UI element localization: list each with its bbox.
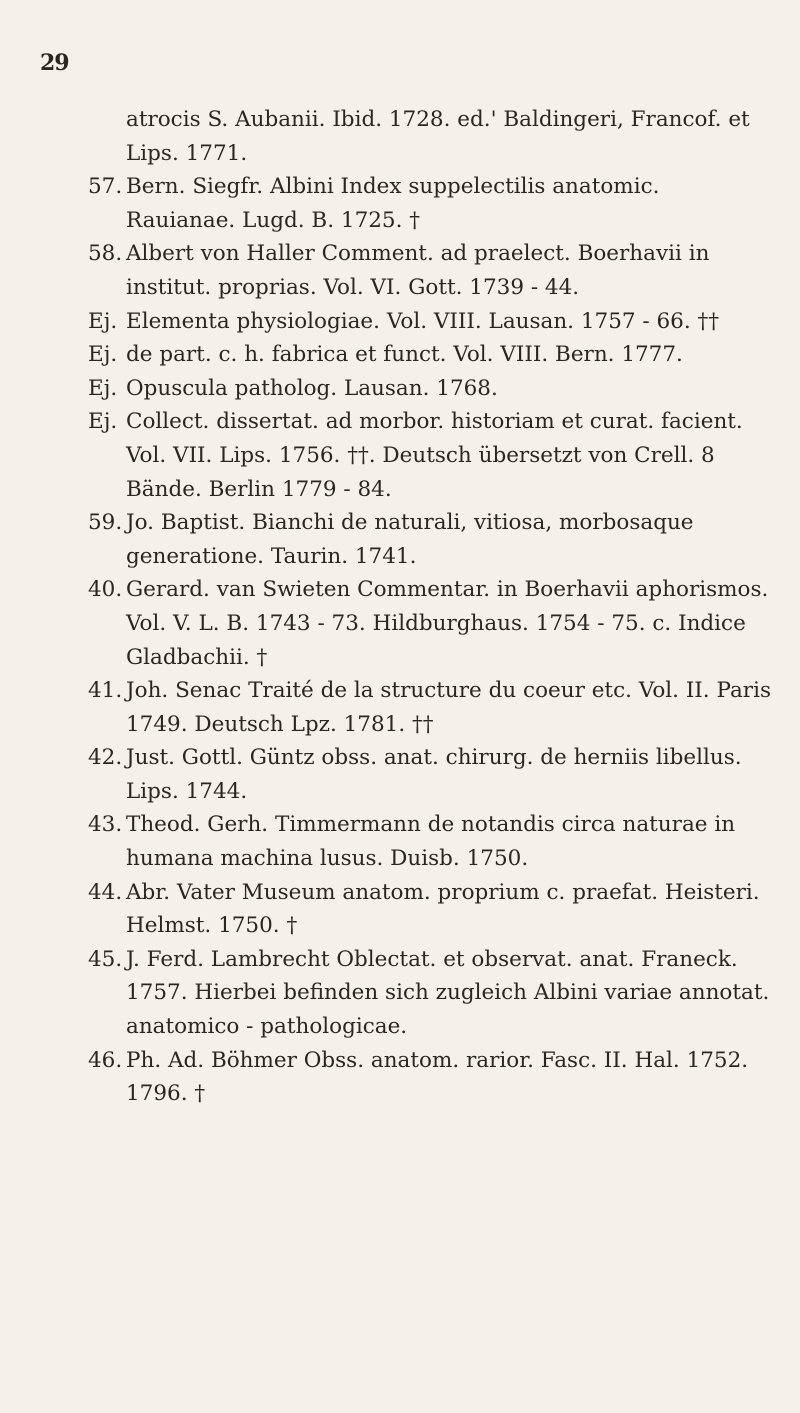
entry-number: 40. (88, 577, 123, 603)
entry-text: Ph. Ad. Böhmer Obss. anatom. rarior. Fasc. II. Hal. 1752. 1796. † (126, 1047, 749, 1107)
entry-8 (0, 573, 800, 674)
entry-number: Ej. (88, 342, 118, 368)
entry-text: Jo. Baptist. Bianchi de naturali, vitiosa, morbosaque generatione. Taurin. 1741. (126, 510, 694, 569)
entry-6 (0, 405, 800, 506)
entry-text: Albert von Haller Comment. ad praelect. Boerhavii in institut. proprias. Vol. VI. Gott. 1739 - 44. (126, 241, 710, 300)
entry-text: Gerard. van Swieten Commentar. in Boerhavii aphorismos. Vol. V. L. B. 1743 - 73. Hildburghaus. 1754 - 75. c. Indice Gladbachii. † (126, 577, 769, 670)
entry-2 (0, 237, 800, 304)
entry-13 (0, 943, 800, 1044)
entry-text: Collect. dissertat. ad morbor. historiam et curat. facient. Vol. VII. Lips. 1756. ††. Deutsch übersetzt von Crell. 8 Bände. Berlin 1779 - 84. (126, 409, 743, 502)
entry-text: J. Ferd. Lambrecht Oblectat. et observat. anat. Franeck. 1757. Hierbei befinden sich zugleich Albini variae annotat. anatomico - pathologicae. (126, 946, 770, 1040)
entry-number: 45. (88, 946, 123, 972)
entry-number: Ej. (88, 308, 118, 334)
entry-number: Ej. (88, 375, 118, 401)
entry-text: Theod. Gerh. Timmermann de notandis circa naturae in humana machina lusus. Duisb. 1750. (126, 812, 736, 872)
entry-10 (0, 741, 800, 808)
page-number: 29 (40, 50, 69, 76)
entry-number: 44. (88, 879, 123, 905)
entry-9 (0, 674, 800, 741)
entry-text: Bern. Siegfr. Albini Index suppelectilis anatomic. Rauianae. Lugd. B. 1725. † (126, 174, 660, 233)
entry-text: Abr. Vater Museum anatom. proprium c. praefat. Heisteri. Helmst. 1750. † (126, 879, 760, 939)
entry-text: Joh. Senac Traité de la structure du coeur etc. Vol. II. Paris 1749. Deutsch Lpz. 1781. †† (126, 678, 771, 737)
entry-number: 42. (88, 745, 123, 771)
entry-text: atrocis S. Aubanii. Ibid. 1728. ed.' Baldingeri, Francof. et Lips. 1771. (126, 107, 750, 166)
entry-number: 58. (88, 241, 123, 267)
entry-text: Opuscula patholog. Lausan. 1768. (126, 375, 498, 401)
bibliography-list (0, 103, 800, 1111)
entry-12 (0, 876, 800, 943)
entry-text: Just. Gottl. Güntz obss. anat. chirurg. de herniis libellus. Lips. 1744. (126, 745, 742, 804)
entry-4 (0, 338, 800, 372)
entry-1 (0, 170, 800, 237)
entry-14 (0, 1044, 800, 1111)
entry-7 (0, 506, 800, 573)
entry-number: 41. (88, 678, 123, 704)
entry-text: de part. c. h. fabrica et funct. Vol. VIII. Bern. 1777. (126, 342, 683, 368)
entry-3 (0, 305, 800, 339)
entry-0 (0, 103, 800, 170)
entry-number: 43. (88, 812, 123, 838)
entry-number: 57. (88, 174, 123, 200)
entry-11 (0, 808, 800, 875)
entry-5 (0, 372, 800, 406)
entry-number: Ej. (88, 409, 118, 435)
entry-number: 46. (88, 1047, 123, 1073)
entry-number: 59. (88, 510, 123, 536)
entry-text: Elementa physiologiae. Vol. VIII. Lausan. 1757 - 66. †† (126, 308, 720, 334)
